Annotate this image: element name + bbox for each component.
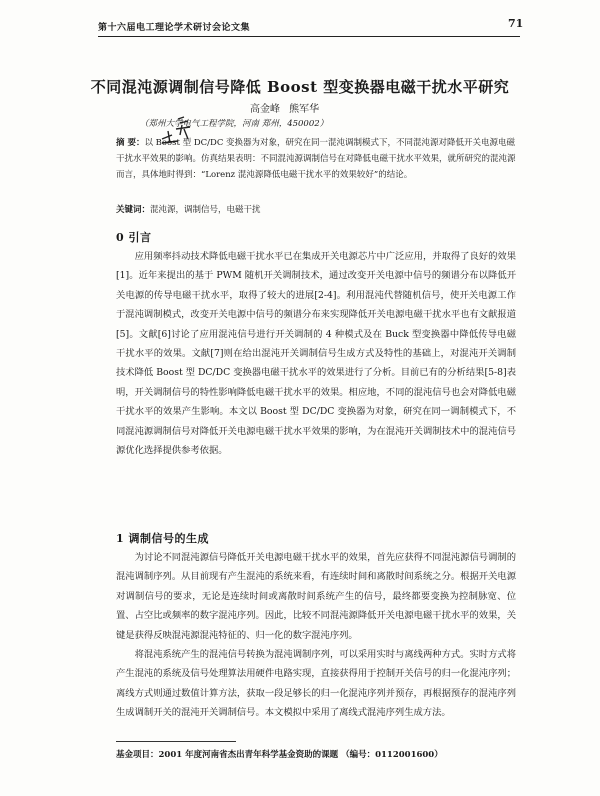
- abstract-text: 以 Boost 型 DC/DC 变换器为对象，研究在同一混沌调制模式下，不同混沌源对降低开关电源电磁干扰水平效果的影响。仿真结果表明：不同混沌源调制信号在对降低电磁干扰水平效果，就所研究的混沌源而言，具体地时得到：“Lorenz 混沌源降低电磁干扰水平的效果较好”的结论。: [116, 138, 516, 180]
- keywords-block: [116, 203, 516, 215]
- abstract-label: 摘 要：: [116, 138, 145, 148]
- intro-paragraph: 应用频率抖动技术降低电磁干扰水平已在集成开关电源芯片中广泛应用，并取得了良好的效果[1]。近年来提出的基于 PWM 随机开关调制技术，通过改变开关电源中信号的频谱分布以降低开关电源的传导电磁干扰水平，取得了较大的进展[2-4]。利用混沌代替随机信号，使开关电源工作于混沌调制模式，改变开关电源中信号的频谱分布来实现降低开关电源电磁干扰水平也有文献报道[5]。文献[6]讨论了应用混沌信号进行开关调制的 4 种模式及在 Buck 型变换器中降低传导电磁干扰水平的效果。文献[7]则在给出混沌开关调制信号生成方式及特性的基础上，对混沌开关调制技术降低 Boost 型 DC/DC 变换器电磁干扰水平的效果进行了分析。目前已有的分析结果[5-8]表明，开关调制信号的特性影响降低电磁干扰水平的效果。相应地，不同的混沌信号也会对降低电磁干扰水平的效果产生影响。本文以 Boost 型 DC/DC 变换器为对象，研究在同一调制模式下，不同混沌源调制信号对降低开关电源电磁干扰水平效果的影响，为在混沌开关调制技术中的混沌信号源优化选择提供参考依据。: [116, 251, 516, 457]
- footnote-divider: [116, 741, 236, 742]
- paper-authors: 高金峰 熊军华: [250, 104, 320, 115]
- abstract-block: [116, 135, 516, 183]
- keywords-label: 关键词：: [116, 205, 151, 215]
- modulation-paragraph-1: 为讨论不同混沌源信号降低开关电源电磁干扰水平的效果，首先应获得不同混沌源信号调制的混沌调制序列。从目前现有产生混沌的系统来看，有连续时间和离散时间系统之分。根据开关电源对调制信号的要求，无论是连续时间或离散时间系统产生的信号，最终都要变换为控制脉宽、位置、占空比或频率的数字混沌序列。因此，比较不同混沌源降低开关电源电磁干扰水平的效果，关键是获得反映混沌源混沌特征的、归一化的数字混沌序列。: [116, 552, 516, 641]
- paper-title: 不同混沌源调制信号降低 Boost 型变换器电磁干扰水平研究: [90, 78, 510, 96]
- page-number: 71: [508, 17, 524, 30]
- section-heading-introduction: 0 引言: [116, 231, 152, 244]
- paper-affiliation: （郑州大学电气工程学院，河南 郑州，450002）: [140, 119, 329, 129]
- funding-footnote: 基金项目：2001 年度河南省杰出青年科学基金资助的课题 （编号：0112001600）: [116, 750, 443, 760]
- keywords-text: 混沌源，调制信号，电磁干扰: [150, 205, 261, 215]
- modulation-paragraph-2: 将混沌系统产生的混沌信号转换为混沌调制序列，可以采用实时与离线两种方式。实时方式将产生混沌的系统及信号处理算法用硬件电路实现，直接获得用于控制开关信号的归一化混沌序列；离线方式则通过数值计算方法，获取一段足够长的归一化混沌序列并预存，再根据预存的混沌序列生成调制开关的混沌开关调制信号。本文模拟中采用了离线式混沌序列生成方法。: [116, 649, 516, 719]
- section-heading-modulation: 1 调制信号的生成: [116, 532, 209, 545]
- running-header: 第十六届电工理论学术研讨会论文集: [98, 20, 520, 37]
